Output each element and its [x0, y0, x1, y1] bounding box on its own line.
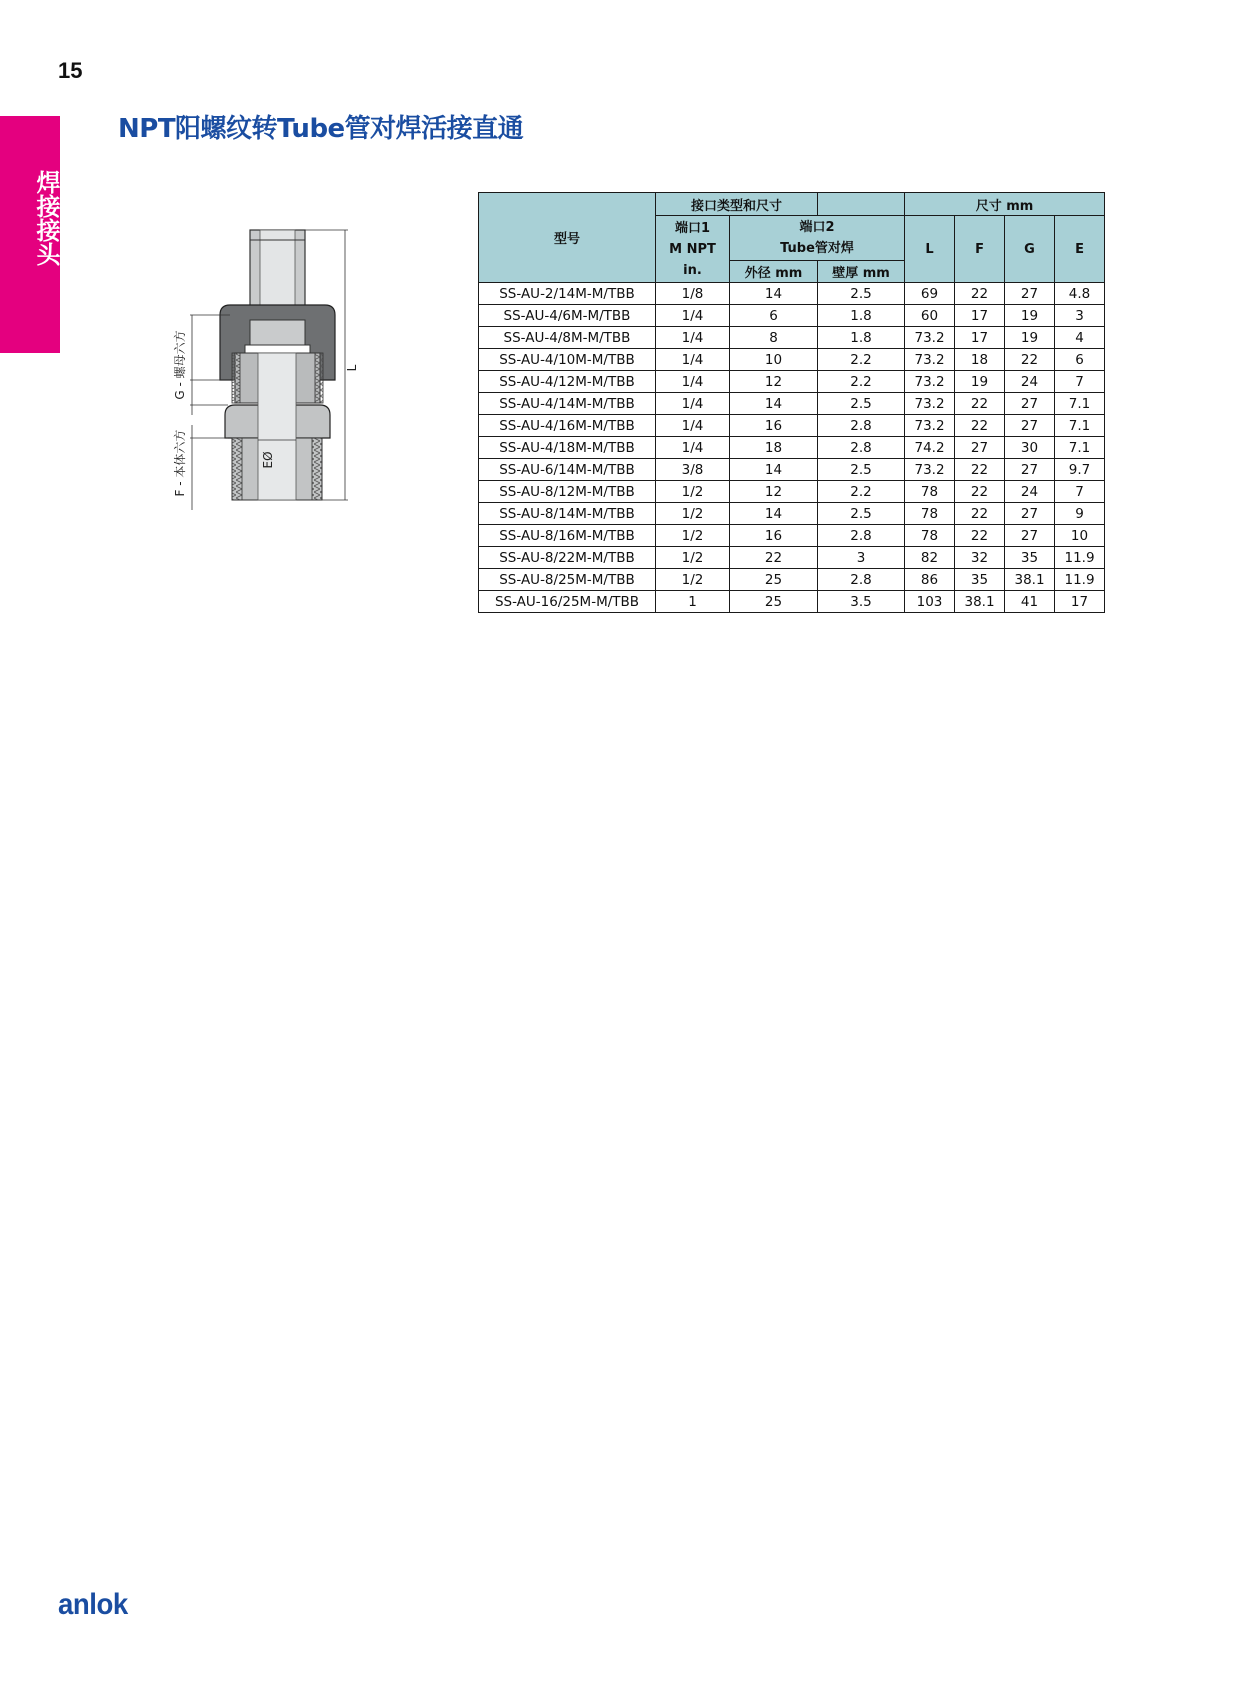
table-row	[479, 481, 1105, 503]
cell-F: 22	[955, 415, 1005, 437]
cell-F: 22	[955, 503, 1005, 525]
cell-port1: 1/8	[656, 283, 730, 305]
table-row	[479, 415, 1105, 437]
cell-model: SS-AU-4/8M-M/TBB	[479, 327, 656, 349]
label-G: G - 螺母六方	[173, 330, 187, 400]
side-tab-label: 焊接接头	[32, 170, 60, 266]
cell-wall: 2.5	[818, 459, 905, 481]
cell-G: 27	[1005, 503, 1055, 525]
cell-od: 16	[730, 525, 818, 547]
cell-od: 14	[730, 283, 818, 305]
cell-G: 19	[1005, 305, 1055, 327]
cell-F: 27	[955, 437, 1005, 459]
cell-E: 6	[1055, 349, 1105, 371]
cell-E: 17	[1055, 591, 1105, 613]
cell-od: 8	[730, 327, 818, 349]
cell-E: 7.1	[1055, 437, 1105, 459]
spec-table	[478, 192, 1105, 613]
cell-F: 19	[955, 371, 1005, 393]
cell-wall: 2.5	[818, 503, 905, 525]
cell-od: 14	[730, 393, 818, 415]
cell-L: 86	[905, 569, 955, 591]
cell-port1: 1/2	[656, 525, 730, 547]
cell-L: 82	[905, 547, 955, 569]
cell-E: 7	[1055, 481, 1105, 503]
cell-L: 73.2	[905, 459, 955, 481]
cell-G: 19	[1005, 327, 1055, 349]
header-od: 外径 mm	[730, 261, 818, 283]
header-port2-line1: 端口2	[799, 220, 835, 235]
cell-F: 22	[955, 525, 1005, 547]
table-row	[479, 503, 1105, 525]
cell-od: 14	[730, 503, 818, 525]
table-row	[479, 305, 1105, 327]
header-port1-line3: in.	[683, 262, 702, 278]
cell-E: 4.8	[1055, 283, 1105, 305]
cell-port1: 1	[656, 591, 730, 613]
cell-wall: 2.2	[818, 481, 905, 503]
cell-F: 22	[955, 459, 1005, 481]
cell-od: 25	[730, 569, 818, 591]
cell-wall: 2.2	[818, 349, 905, 371]
page-number: 15	[58, 58, 83, 83]
cell-model: SS-AU-4/6M-M/TBB	[479, 305, 656, 327]
body	[225, 353, 330, 500]
cell-wall: 2.8	[818, 437, 905, 459]
cell-model: SS-AU-8/25M-M/TBB	[479, 569, 656, 591]
cell-wall: 1.8	[818, 327, 905, 349]
header-wall: 壁厚 mm	[818, 261, 905, 283]
header-dimensions: 尺寸 mm	[905, 193, 1105, 216]
cell-E: 9.7	[1055, 459, 1105, 481]
cell-model: SS-AU-4/12M-M/TBB	[479, 371, 656, 393]
cell-E: 11.9	[1055, 547, 1105, 569]
cell-model: SS-AU-8/22M-M/TBB	[479, 547, 656, 569]
header-port2-line2: Tube管对焊	[780, 241, 854, 256]
cell-G: 24	[1005, 481, 1055, 503]
cell-G: 30	[1005, 437, 1055, 459]
cell-port1: 3/8	[656, 459, 730, 481]
cell-port1: 1/4	[656, 393, 730, 415]
label-E: EØ	[261, 451, 275, 469]
header-G: G	[1005, 216, 1055, 283]
cell-od: 22	[730, 547, 818, 569]
cell-wall: 2.2	[818, 371, 905, 393]
cell-port1: 1/4	[656, 371, 730, 393]
cell-model: SS-AU-4/18M-M/TBB	[479, 437, 656, 459]
cell-E: 11.9	[1055, 569, 1105, 591]
cell-L: 73.2	[905, 327, 955, 349]
cell-L: 73.2	[905, 415, 955, 437]
cell-wall: 2.5	[818, 393, 905, 415]
cell-G: 27	[1005, 393, 1055, 415]
cell-port1: 1/4	[656, 327, 730, 349]
cell-model: SS-AU-4/14M-M/TBB	[479, 393, 656, 415]
cell-model: SS-AU-8/16M-M/TBB	[479, 525, 656, 547]
cell-port1: 1/4	[656, 437, 730, 459]
cell-L: 78	[905, 481, 955, 503]
cell-F: 35	[955, 569, 1005, 591]
header-F: F	[955, 216, 1005, 283]
table-row	[479, 569, 1105, 591]
cell-E: 7	[1055, 371, 1105, 393]
cell-port1: 1/4	[656, 305, 730, 327]
cell-model: SS-AU-16/25M-M/TBB	[479, 591, 656, 613]
cell-port1: 1/2	[656, 569, 730, 591]
cell-wall: 2.8	[818, 525, 905, 547]
cell-F: 22	[955, 393, 1005, 415]
header-blank	[818, 193, 905, 216]
table-row	[479, 547, 1105, 569]
label-L: L	[345, 364, 359, 372]
cell-G: 27	[1005, 525, 1055, 547]
cell-wall: 3.5	[818, 591, 905, 613]
table-row	[479, 327, 1105, 349]
dimension-F	[172, 405, 228, 510]
cell-G: 24	[1005, 371, 1055, 393]
cell-F: 17	[955, 305, 1005, 327]
cell-model: SS-AU-4/10M-M/TBB	[479, 349, 656, 371]
cell-F: 17	[955, 327, 1005, 349]
cell-wall: 2.8	[818, 569, 905, 591]
fitting-drawing	[170, 210, 380, 565]
cell-L: 73.2	[905, 371, 955, 393]
cell-L: 78	[905, 503, 955, 525]
cell-model: SS-AU-2/14M-M/TBB	[479, 283, 656, 305]
cell-model: SS-AU-8/14M-M/TBB	[479, 503, 656, 525]
cell-port1: 1/4	[656, 415, 730, 437]
header-port2	[730, 216, 905, 261]
cell-G: 27	[1005, 459, 1055, 481]
header-connection: 接口类型和尺寸	[656, 193, 818, 216]
cell-E: 7.1	[1055, 415, 1105, 437]
spec-table-body	[479, 283, 1105, 613]
cell-E: 7.1	[1055, 393, 1105, 415]
table-row	[479, 283, 1105, 305]
cell-G: 41	[1005, 591, 1055, 613]
table-row	[479, 525, 1105, 547]
cell-model: SS-AU-6/14M-M/TBB	[479, 459, 656, 481]
cell-F: 22	[955, 283, 1005, 305]
page-title: NPT阳螺纹转Tube管对焊活接直通	[118, 114, 524, 144]
table-row	[479, 371, 1105, 393]
table-row	[479, 437, 1105, 459]
cell-port1: 1/2	[656, 481, 730, 503]
cell-L: 73.2	[905, 349, 955, 371]
cell-F: 38.1	[955, 591, 1005, 613]
table-row	[479, 459, 1105, 481]
header-port1-line2: M NPT	[669, 241, 716, 257]
header-port1	[656, 216, 730, 283]
cell-E: 9	[1055, 503, 1105, 525]
cell-E: 3	[1055, 305, 1105, 327]
table-row	[479, 393, 1105, 415]
cell-port1: 1/2	[656, 503, 730, 525]
cell-G: 22	[1005, 349, 1055, 371]
cell-model: SS-AU-8/12M-M/TBB	[479, 481, 656, 503]
cell-od: 16	[730, 415, 818, 437]
cell-L: 60	[905, 305, 955, 327]
cell-G: 35	[1005, 547, 1055, 569]
cell-model: SS-AU-4/16M-M/TBB	[479, 415, 656, 437]
cell-wall: 1.8	[818, 305, 905, 327]
cell-od: 12	[730, 481, 818, 503]
cell-port1: 1/2	[656, 547, 730, 569]
cell-G: 27	[1005, 415, 1055, 437]
cell-F: 22	[955, 481, 1005, 503]
cell-L: 103	[905, 591, 955, 613]
header-model: 型号	[479, 193, 656, 283]
cell-L: 73.2	[905, 393, 955, 415]
cell-G: 38.1	[1005, 569, 1055, 591]
cell-F: 32	[955, 547, 1005, 569]
cell-E: 4	[1055, 327, 1105, 349]
table-row	[479, 591, 1105, 613]
cell-port1: 1/4	[656, 349, 730, 371]
cell-od: 12	[730, 371, 818, 393]
brand-logo: anlok	[58, 1588, 128, 1621]
table-row	[479, 349, 1105, 371]
cell-F: 18	[955, 349, 1005, 371]
cell-od: 10	[730, 349, 818, 371]
cell-wall: 2.5	[818, 283, 905, 305]
cell-wall: 3	[818, 547, 905, 569]
cell-od: 25	[730, 591, 818, 613]
cell-od: 18	[730, 437, 818, 459]
cell-E: 10	[1055, 525, 1105, 547]
cell-L: 69	[905, 283, 955, 305]
header-port1-line1: 端口1	[674, 220, 711, 236]
label-F: F - 本体六方	[173, 429, 187, 497]
header-L: L	[905, 216, 955, 283]
cell-L: 74.2	[905, 437, 955, 459]
cell-od: 6	[730, 305, 818, 327]
cell-wall: 2.8	[818, 415, 905, 437]
cell-L: 78	[905, 525, 955, 547]
header-E: E	[1055, 216, 1105, 283]
cell-od: 14	[730, 459, 818, 481]
cell-G: 27	[1005, 283, 1055, 305]
